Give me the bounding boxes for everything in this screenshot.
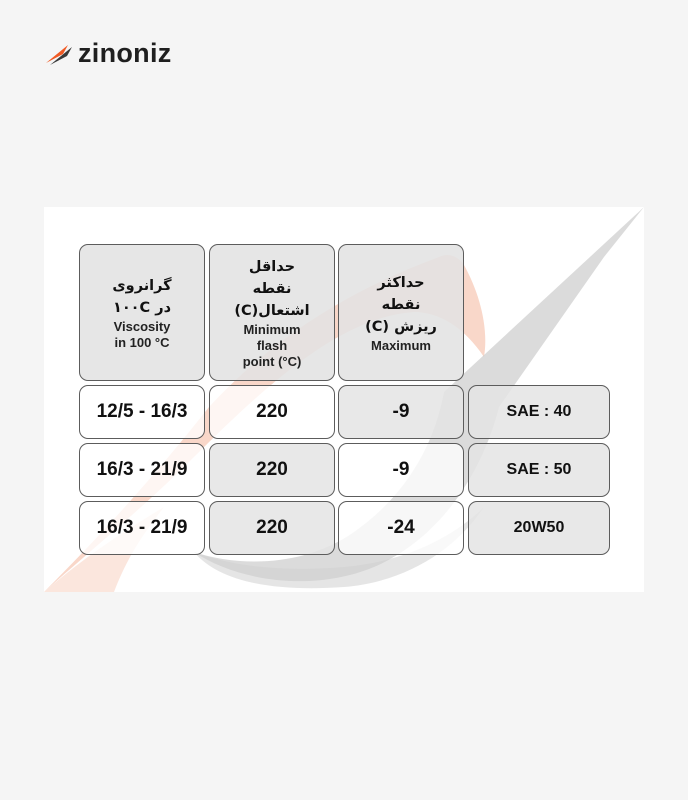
header-pour-fa-3: ریزش (C) <box>365 318 437 335</box>
row-1-viscosity: 12/5 - 16/3 <box>79 385 205 439</box>
row-2-pour-point: -9 <box>338 443 464 497</box>
row-3-viscosity: 16/3 - 21/9 <box>79 501 205 555</box>
header-flash-en-3: point (°C) <box>242 353 302 369</box>
header-viscosity-en-2: in 100 °C <box>114 334 170 350</box>
header-pour-fa-2: نقطه <box>381 296 421 313</box>
brand-logo <box>44 38 172 69</box>
header-pour-point <box>338 244 464 381</box>
row-2-grade: SAE : 50 <box>468 443 610 497</box>
header-viscosity-fa-1: گرانروی <box>112 277 172 294</box>
brand-name: zinoniz <box>78 38 172 68</box>
row-3-pour-point: -24 <box>338 501 464 555</box>
header-flash-point <box>209 244 335 381</box>
header-flash-fa-1: حداقل <box>248 258 296 275</box>
row-1-flash-point: 220 <box>209 385 335 439</box>
header-viscosity <box>79 244 205 381</box>
header-pour-en-1: Maximum <box>371 337 431 353</box>
header-flash-fa-2: نقطه <box>252 280 292 297</box>
header-pour-fa-1: حداکثر <box>377 274 425 291</box>
row-3-grade: 20W50 <box>468 501 610 555</box>
row-3-flash-point: 220 <box>209 501 335 555</box>
header-flash-en-2: flash <box>256 337 288 353</box>
row-2-flash-point: 220 <box>209 443 335 497</box>
header-viscosity-fa-2: در ۱۰۰C <box>112 299 172 316</box>
header-flash-en-1: Minimum <box>243 321 301 337</box>
row-1-grade: SAE : 40 <box>468 385 610 439</box>
specs-panel <box>44 207 644 592</box>
header-flash-fa-3: اشتعال(C) <box>234 302 310 319</box>
row-2-viscosity: 16/3 - 21/9 <box>79 443 205 497</box>
row-1-pour-point: -9 <box>338 385 464 439</box>
zinoniz-logo-icon <box>44 39 74 69</box>
header-viscosity-en-1: Viscosity <box>113 318 171 334</box>
